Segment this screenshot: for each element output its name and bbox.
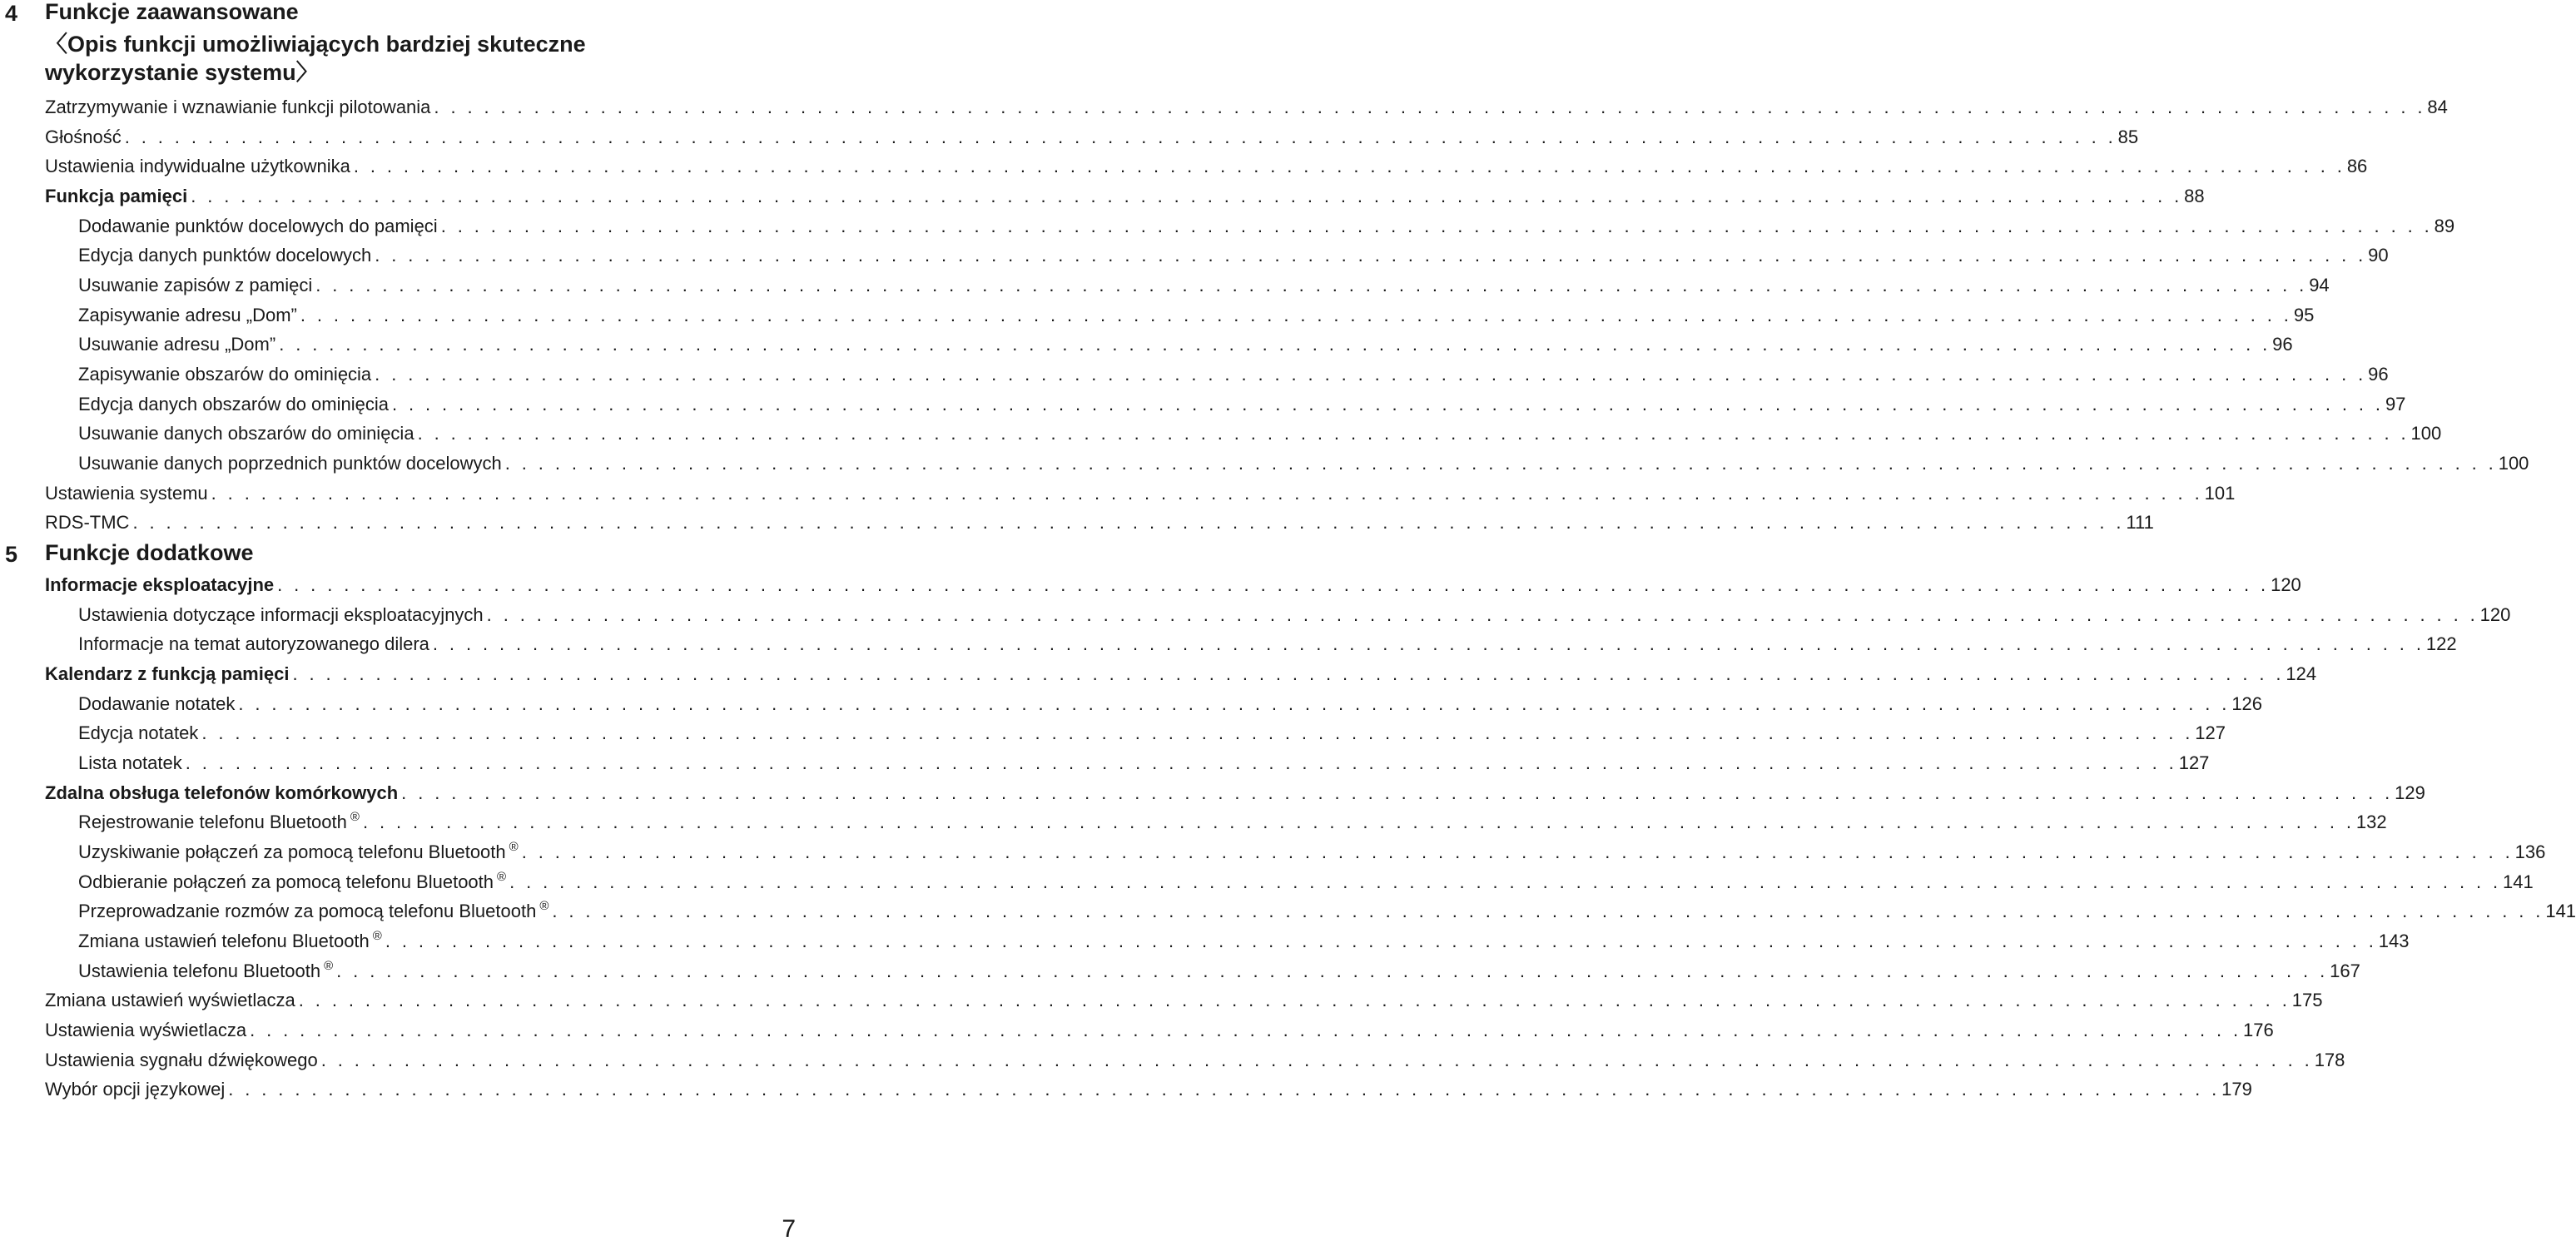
toc-entry-page: 167 [2330,961,2360,981]
dot-leader: . . . . . . . . . . . . . . . . . . . . . . . . . . . . . . . . . . . . . . . . . . . . . . . . . . . . . . . . . . . . . . . . . . . . . . . . . . . . . . . . . . . . . . . . . . . . . . . . . . . . . . . . . . . . . . . . . . . . . . . . [353,156,2345,176]
dot-leader: . . . . . . . . . . . . . . . . . . . . . . . . . . . . . . . . . . . . . . . . . . . . . . . . . . . . . . . . . . . . . . . . . . . . . . . . . . . . . . . . . . . . . . . . . . . . . . . . . . . . . . . . . . . . . . . . . . . . . . . . [417,423,2410,444]
section-title: Funkcje zaawansowane [45,0,299,24]
dot-leader: . . . . . . . . . . . . . . . . . . . . . . . . . . . . . . . . . . . . . . . . . . . . . . . . . . . . . . . . . . . . . . . . . . . . . . . . . . . . . . . . . . . . . . . . . . . . . . . . . . . . . . . . . . . . . . . . . . . . . . . . [228,1079,2221,1100]
toc-entry[interactable] [45,1016,2274,1041]
toc-entry[interactable] [45,1046,2345,1071]
dot-leader: . . . . . . . . . . . . . . . . . . . . . . . . . . . . . . . . . . . . . . . . . . . . . . . . . . . . . . . . . . . . . . . . . . . . . . . . . . . . . . . . . . . . . . . . . . . . . . . . . . . . . . . . . . . . . . . . . . . . . . . . [315,275,2308,295]
dot-leader: . . . . . . . . . . . . . . . . . . . . . . . . . . . . . . . . . . . . . . . . . . . . . . . . . . . . . . . . . . . . . . . . . . . . . . . . . . . . . . . . . . . . . . . . . . . . . . . . . . . . . . . . . . . . . . . . . . . . . . . . [277,574,2270,595]
toc-entry[interactable] [78,719,2226,744]
dot-leader: . . . . . . . . . . . . . . . . . . . . . . . . . . . . . . . . . . . . . . . . . . . . . . . . . . . . . . . . . . . . . . . . . . . . . . . . . . . . . . . . . . . . . . . . . . . . . . . . . . . . . . . . . . . . . . . . . . . . . . . . [201,722,2194,743]
dot-leader: . . . . . . . . . . . . . . . . . . . . . . . . . . . . . . . . . . . . . . . . . . . . . . . . . . . . . . . . . . . . . . . . . . . . . . . . . . . . . . . . . . . . . . . . . . . . . . . . . . . . . . . . . . . . . . . . . . . . . . . . [185,752,2177,773]
toc-entry-page: 101 [2204,483,2236,504]
toc-entry[interactable] [78,630,2457,655]
toc-entry-label [45,574,275,596]
toc-entry-page: 120 [2479,604,2511,625]
toc-entry-text: Dodawanie punktów docelowych do pamięci [78,216,438,236]
dot-leader: . . . . . . . . . . . . . . . . . . . . . . . . . . . . . . . . . . . . . . . . . . . . . . . . . . . . . . . . . . . . . . . . . . . . . . . . . . . . . . . . . . . . . . . . . . . . . . . . . . . . . . . . . . . . . . . . . . . . . . . . [132,512,2125,533]
toc-entry[interactable] [45,182,2205,207]
toc-entry[interactable] [78,390,2406,415]
toc-entry-page: 124 [2286,663,2317,684]
toc-entry-text: Lista notatek [78,752,182,773]
toc-entry-page: 95 [2293,305,2315,325]
toc-entry[interactable] [78,330,2293,355]
dot-leader: . . . . . . . . . . . . . . . . . . . . . . . . . . . . . . . . . . . . . . . . . . . . . . . . . . . . . . . . . . . . . . . . . . . . . . . . . . . . . . . . . . . . . . . . . . . . . . . . . . . . . . . . . . . . . . . . . . . . . . . . [552,901,2544,921]
toc-entry-page: 96 [2368,364,2389,385]
toc-entry-label [78,931,384,952]
toc-entry-text: Usuwanie danych obszarów do ominięcia [78,423,414,444]
toc-entry-text: Zdalna obsługa telefonów komórkowych [45,782,399,803]
toc-entry[interactable] [78,449,2529,474]
toc-entry-page: 100 [2410,423,2442,444]
registered-mark: ® [539,899,549,913]
toc-entry-page: 132 [2355,812,2387,832]
toc-entry[interactable] [78,360,2389,385]
toc-entry[interactable] [45,571,2301,596]
toc-entry-label [45,186,189,207]
section-title: Funkcje dodatkowe [45,540,254,565]
toc-entry-label [78,841,520,863]
toc-entry-label [78,812,361,833]
toc-entry[interactable] [78,212,2455,237]
toc-entry-page: 126 [2231,693,2263,714]
toc-entry[interactable] [45,1075,2252,1100]
toc-entry-text: Głośność [45,127,122,147]
toc-entry-page: 88 [2184,186,2205,206]
toc-entry-text: Funkcja pamięci [45,186,188,206]
toc-entry[interactable] [78,897,2576,922]
dot-leader: . . . . . . . . . . . . . . . . . . . . . . . . . . . . . . . . . . . . . . . . . . . . . . . . . . . . . . . . . . . . . . . . . . . . . . . . . . . . . . . . . . . . . . . . . . . . . . . . . . . . . . . . . . . . . . . . . . . . . . . . [279,334,2271,355]
toc-entry-page: 96 [2272,334,2293,355]
toc-entry-label [45,1020,248,1041]
toc-entry-label [45,512,131,534]
dot-leader: . . . . . . . . . . . . . . . . . . . . . . . . . . . . . . . . . . . . . . . . . . . . . . . . . . . . . . . . . . . . . . . . . . . . . . . . . . . . . . . . . . . . . . . . . . . . . . . . . . . . . . . . . . . . . . . . . . . . . . . . [440,216,2433,236]
toc-entry-text: Odbieranie połączeń za pomocą telefonu Bluetooth [78,871,494,892]
toc-entry-label [78,305,299,326]
toc-entry-page: 143 [2378,931,2410,951]
toc-entry[interactable] [45,660,2317,685]
toc-entry-page: 120 [2271,574,2301,595]
toc-entry-page: 86 [2346,156,2368,176]
toc-entry-page: 178 [2314,1050,2345,1070]
toc-entry-page: 122 [2425,633,2457,654]
toc-entry-text: Wybór opcji językowej [45,1079,226,1100]
dot-leader: . . . . . . . . . . . . . . . . . . . . . . . . . . . . . . . . . . . . . . . . . . . . . . . . . . . . . . . . . . . . . . . . . . . . . . . . . . . . . . . . . . . . . . . . . . . . . . . . . . . . . . . . . . . . . . . . . . . . . . . . [401,782,2394,803]
toc-entry-text: Zmiana ustawień telefonu Bluetooth [78,931,370,951]
toc-entry[interactable] [45,479,2236,504]
registered-mark: ® [324,959,334,973]
toc-entry-page: 90 [2368,245,2389,266]
toc-entry[interactable] [78,838,2546,863]
toc-entry-text: Zatrzymywanie i wznawianie funkcji pilotowania [45,97,431,117]
dot-leader: . . . . . . . . . . . . . . . . . . . . . . . . . . . . . . . . . . . . . . . . . . . . . . . . . . . . . . . . . . . . . . . . . . . . . . . . . . . . . . . . . . . . . . . . . . . . . . . . . . . . . . . . . . . . . . . . . . . . . . . . [238,693,2231,714]
toc-entry-label [45,990,297,1011]
toc-entry-label [78,364,373,385]
toc-entry-label [78,693,236,715]
toc-entry-text: Ustawienia indywidualne użytkownika [45,156,350,176]
dot-leader: . . . . . . . . . . . . . . . . . . . . . . . . . . . . . . . . . . . . . . . . . . . . . . . . . . . . . . . . . . . . . . . . . . . . . . . . . . . . . . . . . . . . . . . . . . . . . . . . . . . . . . . . . . . . . . . . . . . . . . . . [300,305,2292,325]
dot-leader: . . . . . . . . . . . . . . . . . . . . . . . . . . . . . . . . . . . . . . . . . . . . . . . . . . . . . . . . . . . . . . . . . . . . . . . . . . . . . . . . . . . . . . . . . . . . . . . . . . . . . . . . . . . . . . . . . . . . . . . . [486,604,2479,625]
section-subtitle: 〈Opis funkcji umożliwiających bardziej skuteczne [45,32,586,57]
toc-entry-label [45,127,123,148]
toc-entry-page: 129 [2395,782,2425,803]
toc-entry-label [45,782,400,804]
toc-entry-page: 179 [2221,1079,2252,1100]
toc-entry[interactable] [45,779,2425,804]
toc-entry-label [45,1079,226,1100]
toc-entry[interactable] [45,93,2448,118]
toc-entry-text: Ustawienia systemu [45,483,208,504]
section-number: 4 [5,1,18,26]
toc-entry-page: 97 [2385,394,2406,415]
toc-entry-label [45,663,290,685]
registered-mark: ® [497,870,507,884]
toc-entry-page: 100 [2498,453,2529,474]
toc-entry[interactable] [78,927,2410,952]
toc-entry[interactable] [45,509,2154,534]
toc-entry-page: 127 [2178,752,2210,773]
section-subtitle: wykorzystanie systemu〉 [45,60,319,85]
registered-mark: ® [509,840,519,854]
toc-entry-label [78,604,485,626]
toc-entry[interactable] [78,957,2360,982]
dot-leader: . . . . . . . . . . . . . . . . . . . . . . . . . . . . . . . . . . . . . . . . . . . . . . . . . . . . . . . . . . . . . . . . . . . . . . . . . . . . . . . . . . . . . . . . . . . . . . . . . . . . . . . . . . . . . . . . . . . . . . . . [375,245,2367,266]
toc-entry-label [78,633,431,655]
toc-entry-label [78,394,390,415]
toc-entry-page: 89 [2434,216,2455,236]
toc-entry-label [78,722,200,744]
toc-entry-text: Dodawanie notatek [78,693,236,714]
toc-entry[interactable] [45,152,2368,177]
toc-entry-label [45,156,352,177]
dot-leader: . . . . . . . . . . . . . . . . . . . . . . . . . . . . . . . . . . . . . . . . . . . . . . . . . . . . . . . . . . . . . . . . . . . . . . . . . . . . . . . . . . . . . . . . . . . . . . . . . . . . . . . . . . . . . . . . . . . . . . . . [432,633,2425,654]
toc-entry-text: Ustawienia wyświetlacza [45,1020,247,1040]
toc-entry-text: Ustawienia dotyczące informacji eksploatacyjnych [78,604,484,625]
toc-entry-label [45,97,432,118]
dot-leader: . . . . . . . . . . . . . . . . . . . . . . . . . . . . . . . . . . . . . . . . . . . . . . . . . . . . . . . . . . . . . . . . . . . . . . . . . . . . . . . . . . . . . . . . . . . . . . . . . . . . . . . . . . . . . . . . . . . . . . . . [211,483,2203,504]
toc-entry-page: 127 [2195,722,2226,743]
toc-entry[interactable] [45,986,2323,1011]
dot-leader: . . . . . . . . . . . . . . . . . . . . . . . . . . . . . . . . . . . . . . . . . . . . . . . . . . . . . . . . . . . . . . . . . . . . . . . . . . . . . . . . . . . . . . . . . . . . . . . . . . . . . . . . . . . . . . . . . . . . . . . . [509,871,2502,892]
dot-leader: . . . . . . . . . . . . . . . . . . . . . . . . . . . . . . . . . . . . . . . . . . . . . . . . . . . . . . . . . . . . . . . . . . . . . . . . . . . . . . . . . . . . . . . . . . . . . . . . . . . . . . . . . . . . . . . . . . . . . . . . [391,394,2384,415]
toc-entry-label [78,752,184,774]
toc-entry-page: 94 [2309,275,2330,295]
toc-entry-text: Edycja danych punktów docelowych [78,245,372,266]
toc-entry-text: Edycja danych obszarów do ominięcia [78,394,389,415]
section-number: 5 [5,542,18,567]
toc-entry-text: Edycja notatek [78,722,199,743]
dot-leader: . . . . . . . . . . . . . . . . . . . . . . . . . . . . . . . . . . . . . . . . . . . . . . . . . . . . . . . . . . . . . . . . . . . . . . . . . . . . . . . . . . . . . . . . . . . . . . . . . . . . . . . . . . . . . . . . . . . . . . . . [124,127,2117,147]
toc-entry-text: Usuwanie adresu „Dom” [78,334,276,355]
toc-entry-text: Zapisywanie adresu „Dom” [78,305,297,325]
dot-leader: . . . . . . . . . . . . . . . . . . . . . . . . . . . . . . . . . . . . . . . . . . . . . . . . . . . . . . . . . . . . . . . . . . . . . . . . . . . . . . . . . . . . . . . . . . . . . . . . . . . . . . . . . . . . . . . . . . . . . . . . [375,364,2367,385]
dot-leader: . . . . . . . . . . . . . . . . . . . . . . . . . . . . . . . . . . . . . . . . . . . . . . . . . . . . . . . . . . . . . . . . . . . . . . . . . . . . . . . . . . . . . . . . . . . . . . . . . . . . . . . . . . . . . . . . . . . . . . . . [191,186,2183,206]
dot-leader: . . . . . . . . . . . . . . . . . . . . . . . . . . . . . . . . . . . . . . . . . . . . . . . . . . . . . . . . . . . . . . . . . . . . . . . . . . . . . . . . . . . . . . . . . . . . . . . . . . . . . . . . . . . . . . . . . . . . . . . . [336,961,2329,981]
dot-leader: . . . . . . . . . . . . . . . . . . . . . . . . . . . . . . . . . . . . . . . . . . . . . . . . . . . . . . . . . . . . . . . . . . . . . . . . . . . . . . . . . . . . . . . . . . . . . . . . . . . . . . . . . . . . . . . . . . . . . . . . [504,453,2497,474]
toc-entry-text: Informacje eksploatacyjne [45,574,275,595]
toc-entry[interactable] [78,808,2387,833]
dot-leader: . . . . . . . . . . . . . . . . . . . . . . . . . . . . . . . . . . . . . . . . . . . . . . . . . . . . . . . . . . . . . . . . . . . . . . . . . . . . . . . . . . . . . . . . . . . . . . . . . . . . . . . . . . . . . . . . . . . . . . . . [434,97,2426,117]
page-number: 7 [782,1215,796,1243]
toc-entry-label [78,423,416,444]
toc-entry-label [78,453,504,474]
dot-leader: . . . . . . . . . . . . . . . . . . . . . . . . . . . . . . . . . . . . . . . . . . . . . . . . . . . . . . . . . . . . . . . . . . . . . . . . . . . . . . . . . . . . . . . . . . . . . . . . . . . . . . . . . . . . . . . . . . . . . . . . [362,812,2355,832]
dot-leader: . . . . . . . . . . . . . . . . . . . . . . . . . . . . . . . . . . . . . . . . . . . . . . . . . . . . . . . . . . . . . . . . . . . . . . . . . . . . . . . . . . . . . . . . . . . . . . . . . . . . . . . . . . . . . . . . . . . . . . . . [385,931,2377,951]
toc-entry-page: 176 [2243,1020,2274,1040]
toc-entry-text: Uzyskiwanie połączeń za pomocą telefonu Bluetooth [78,841,506,862]
dot-leader: . . . . . . . . . . . . . . . . . . . . . . . . . . . . . . . . . . . . . . . . . . . . . . . . . . . . . . . . . . . . . . . . . . . . . . . . . . . . . . . . . . . . . . . . . . . . . . . . . . . . . . . . . . . . . . . . . . . . . . . . [521,841,2514,862]
toc-entry-label [45,483,210,504]
toc-entry-text: RDS-TMC [45,512,130,533]
toc-entry-page: 175 [2291,990,2323,1010]
toc-entry[interactable] [78,749,2210,774]
dot-leader: . . . . . . . . . . . . . . . . . . . . . . . . . . . . . . . . . . . . . . . . . . . . . . . . . . . . . . . . . . . . . . . . . . . . . . . . . . . . . . . . . . . . . . . . . . . . . . . . . . . . . . . . . . . . . . . . . . . . . . . . [292,663,2285,684]
toc-entry-page: 141 [2503,871,2534,892]
toc-entry-text: Przeprowadzanie rozmów za pomocą telefonu Bluetooth [78,901,537,921]
toc-entry-label [78,961,335,982]
registered-mark: ® [350,810,360,824]
toc-entry-page: 136 [2514,841,2546,862]
toc-entry[interactable] [78,868,2534,893]
toc-entry-text: Kalendarz z funkcją pamięci [45,663,290,684]
toc-entry-text: Ustawienia telefonu Bluetooth [78,961,321,981]
toc-entry-text: Usuwanie danych poprzednich punktów docelowych [78,453,502,474]
toc-entry-text: Informacje na temat autoryzowanego dilera [78,633,429,654]
toc-entry[interactable] [78,601,2511,626]
toc-entry-label [78,245,373,266]
toc-entry[interactable] [78,419,2442,444]
toc-entry-page: 84 [2427,97,2448,117]
toc-entry-text: Ustawienia sygnału dźwiękowego [45,1050,318,1070]
toc-entry[interactable] [78,690,2263,715]
toc-entry-label [78,334,277,355]
toc-entry[interactable] [78,271,2330,296]
toc-entry-text: Rejestrowanie telefonu Bluetooth [78,812,347,832]
toc-entry-label [78,871,508,893]
toc-entry[interactable] [78,301,2315,326]
toc-entry-text: Zmiana ustawień wyświetlacza [45,990,295,1010]
dot-leader: . . . . . . . . . . . . . . . . . . . . . . . . . . . . . . . . . . . . . . . . . . . . . . . . . . . . . . . . . . . . . . . . . . . . . . . . . . . . . . . . . . . . . . . . . . . . . . . . . . . . . . . . . . . . . . . . . . . . . . . . [320,1050,2313,1070]
toc-entry-page: 111 [2126,512,2154,533]
toc-entry-page: 85 [2117,127,2139,147]
dot-leader: . . . . . . . . . . . . . . . . . . . . . . . . . . . . . . . . . . . . . . . . . . . . . . . . . . . . . . . . . . . . . . . . . . . . . . . . . . . . . . . . . . . . . . . . . . . . . . . . . . . . . . . . . . . . . . . . . . . . . . . . [250,1020,2242,1040]
registered-mark: ® [372,929,382,943]
toc-entry[interactable] [78,241,2389,266]
toc-entry-page: 141 [2545,901,2576,921]
toc-entry-text: Zapisywanie obszarów do ominięcia [78,364,372,385]
dot-leader: . . . . . . . . . . . . . . . . . . . . . . . . . . . . . . . . . . . . . . . . . . . . . . . . . . . . . . . . . . . . . . . . . . . . . . . . . . . . . . . . . . . . . . . . . . . . . . . . . . . . . . . . . . . . . . . . . . . . . . . . [298,990,2291,1010]
toc-entry-label [78,216,439,237]
toc-entry[interactable] [45,123,2139,148]
toc-entry-label [78,901,550,922]
toc-entry-label [45,1050,320,1071]
toc-entry-label [78,275,314,296]
toc-entry-text: Usuwanie zapisów z pamięci [78,275,313,295]
